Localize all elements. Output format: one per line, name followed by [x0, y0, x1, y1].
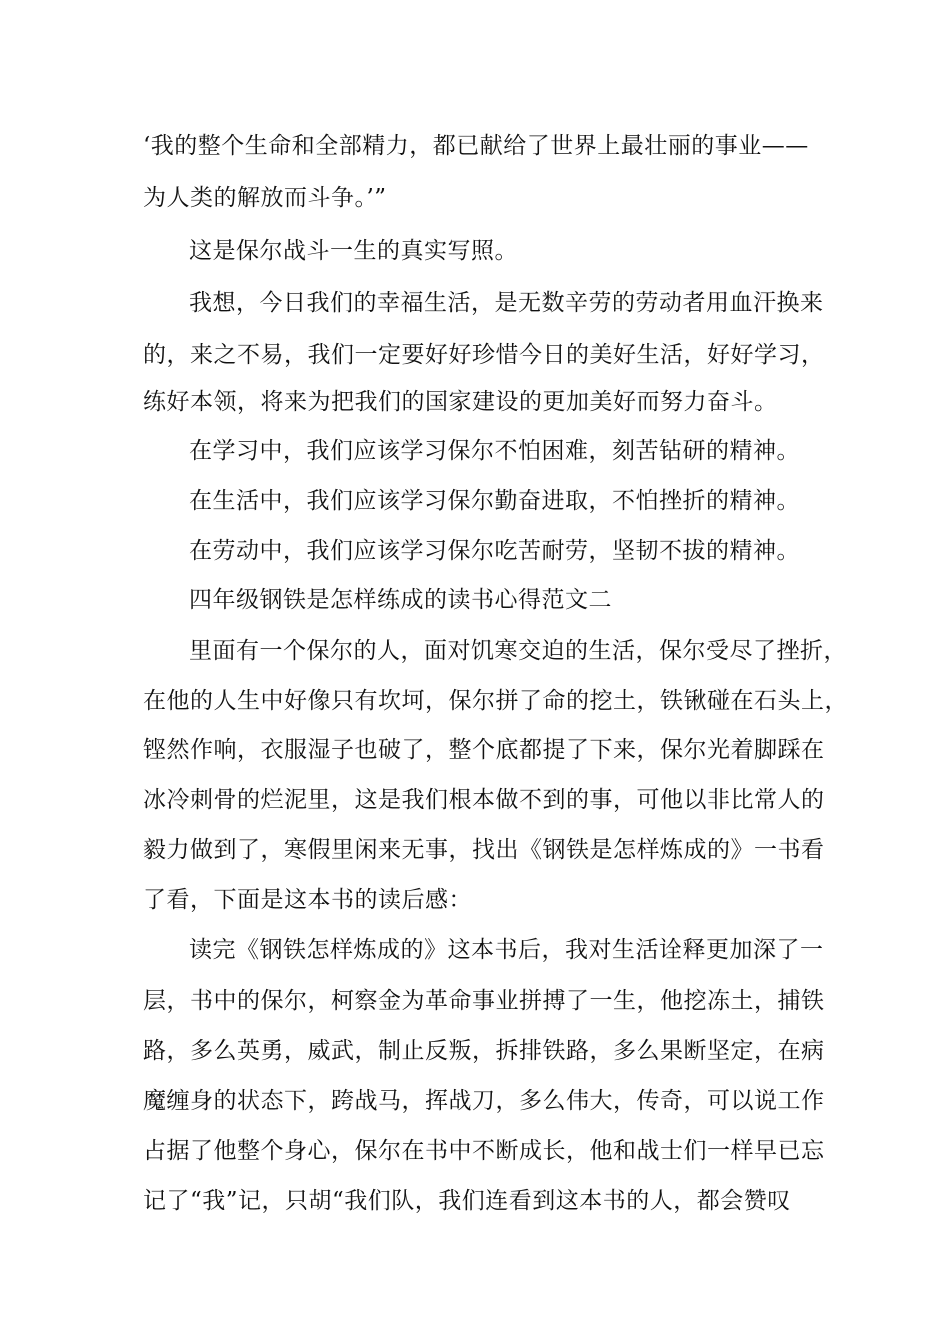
text-line: 练好本领，将来为把我们的国家建设的更加美好而努力奋斗。	[143, 389, 778, 415]
text-line: 的，来之不易，我们一定要好好珍惜今日的美好生活，好好学习，	[143, 342, 825, 368]
text-line: 在他的人生中好像只有坎坷，保尔拼了命的挖土，铁锹碰在石头上，	[143, 688, 848, 714]
text-line: 在生活中，我们应该学习保尔勤奋进取，不怕挫折的精神。	[189, 488, 800, 514]
text-line: 记了“我”记，只胡“我们队，我们连看到这本书的人，都会赞叹	[143, 1188, 791, 1214]
text-line: 里面有一个保尔的人，面对饥寒交迫的生活，保尔受尽了挫折，	[189, 638, 847, 664]
text-line: 冰冷刺骨的烂泥里，这是我们根本做不到的事，可他以非比常人的	[143, 787, 825, 813]
text-line: 层，书中的保尔，柯察金为革命事业拼搏了一生，他挖冻土，捕铁	[143, 988, 825, 1014]
text-line: 在学习中，我们应该学习保尔不怕困难，刻苦钻研的精神。	[189, 438, 800, 464]
text-line: 我想，今日我们的幸福生活，是无数辛劳的劳动者用血汗换来	[189, 290, 824, 316]
text-line: 占据了他整个身心，保尔在书中不断成长，他和战士们一样早已忘	[143, 1138, 825, 1164]
text-line: 这是保尔战斗一生的真实写照。	[189, 238, 518, 264]
text-line: 魔缠身的状态下，跨战马，挥战刀，多么伟大，传奇，可以说工作	[143, 1088, 825, 1114]
text-line: 读完《钢铁怎样炼成的》这本书后，我对生活诠释更加深了一	[189, 937, 824, 963]
text-line: 了看，下面是这本书的读后感：	[143, 887, 472, 913]
text-line: ‘我的整个生命和全部精力，都已献给了世界上最壮丽的事业——	[143, 133, 809, 159]
section-heading: 四年级钢铁是怎样练成的读书心得范文二	[189, 587, 612, 613]
text-line: 在劳动中，我们应该学习保尔吃苦耐劳，坚韧不拔的精神。	[189, 538, 800, 564]
text-line: 路，多么英勇，威武，制止反叛，拆排铁路，多么果断坚定，在病	[143, 1038, 825, 1064]
text-line: 为人类的解放而斗争。’”	[143, 185, 387, 211]
text-line: 铿然作响，衣服湿子也破了，整个底都提了下来，保尔光着脚踩在	[143, 737, 825, 763]
text-line: 毅力做到了，寒假里闲来无事，找出《钢铁是怎样炼成的》一书看	[143, 837, 825, 863]
